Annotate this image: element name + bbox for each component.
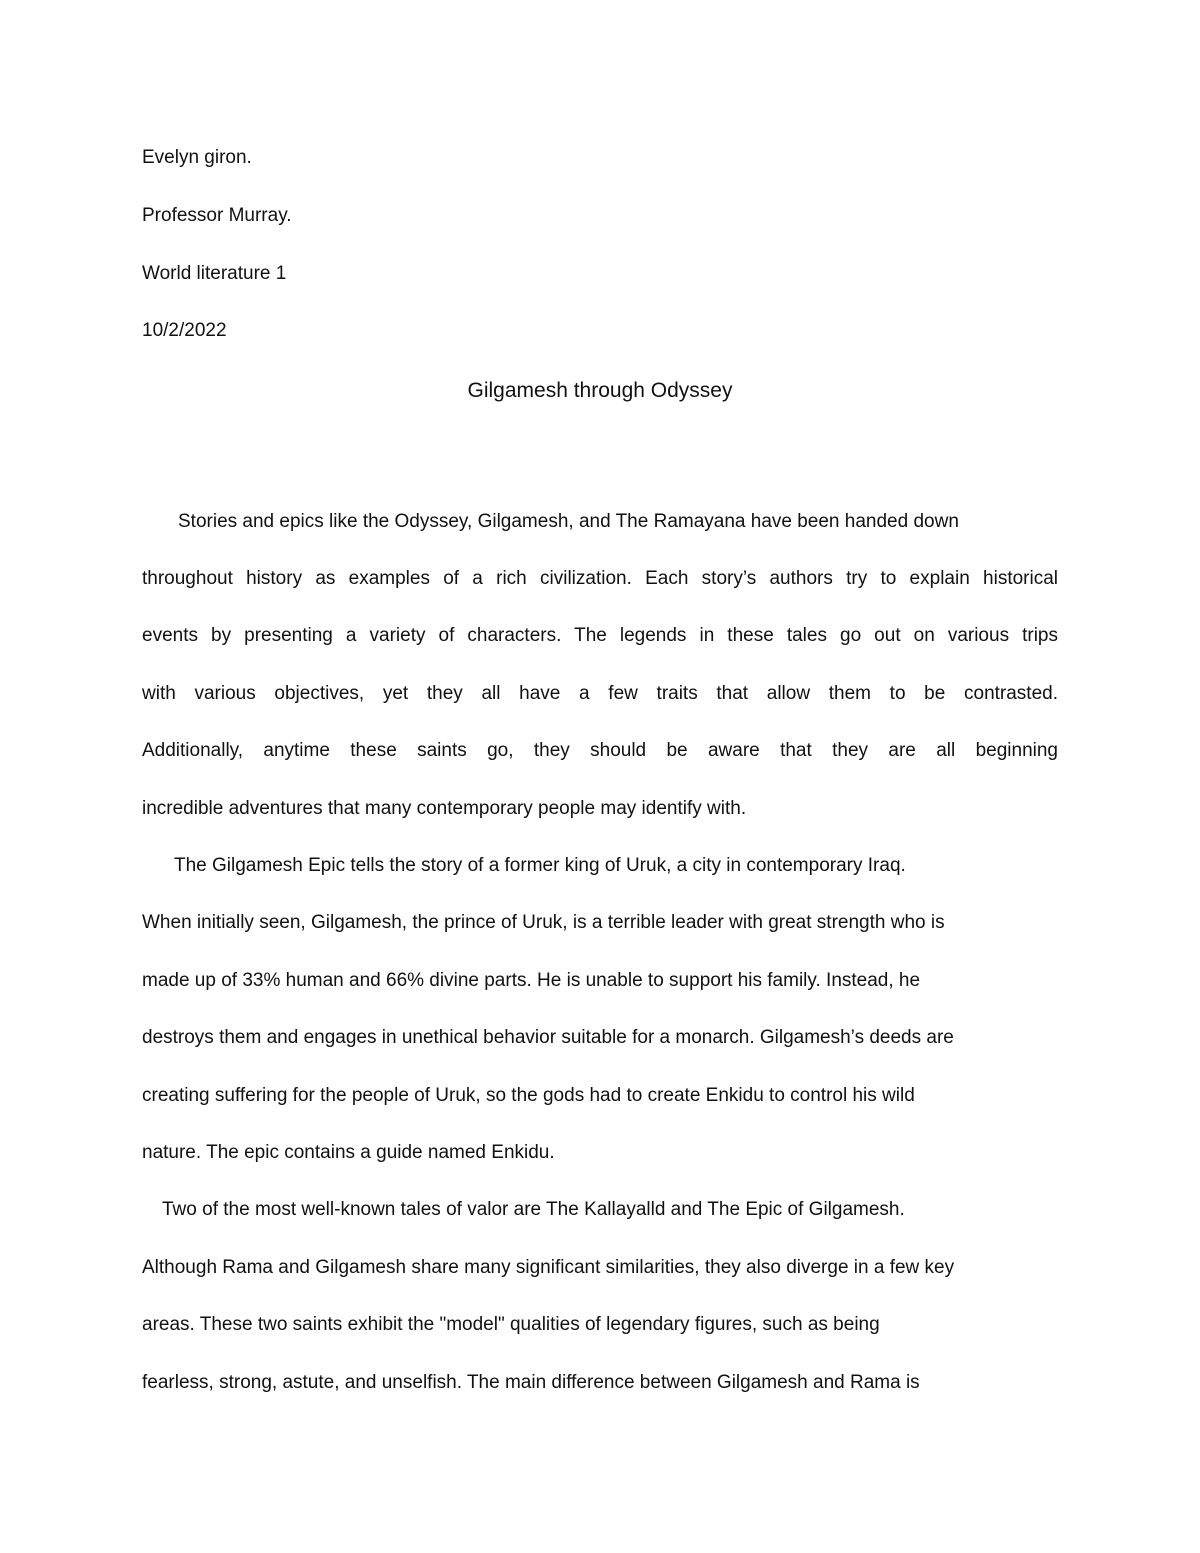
body-line: Additionally, anytime these saints go, they should be aware that they are all beginning bbox=[142, 740, 1058, 761]
body-line: incredible adventures that many contemporary people may identify with. bbox=[142, 798, 747, 819]
body-line: areas. These two saints exhibit the "model" qualities of legendary figures, such as being bbox=[142, 1314, 880, 1335]
body-line: Although Rama and Gilgamesh share many significant similarities, they also diverge in a few key bbox=[142, 1257, 955, 1278]
student-name: Evelyn giron. bbox=[142, 147, 252, 168]
body-line: with various objectives, yet they all have a few traits that allow them to be contrasted. bbox=[142, 683, 1058, 704]
body-line: nature. The epic contains a guide named Enkidu. bbox=[142, 1142, 555, 1163]
course-name: World literature 1 bbox=[142, 263, 287, 284]
body-line: fearless, strong, astute, and unselfish. The main difference between Gilgamesh and Rama is bbox=[142, 1372, 920, 1393]
body-line: made up of 33% human and 66% divine parts. He is unable to support his family. Instead, he bbox=[142, 970, 921, 991]
body-line: destroys them and engages in unethical behavior suitable for a monarch. Gilgamesh’s deeds are bbox=[142, 1027, 954, 1048]
professor-name: Professor Murray. bbox=[142, 205, 292, 226]
body-line: The Gilgamesh Epic tells the story of a former king of Uruk, a city in contemporary Iraq. bbox=[174, 855, 906, 876]
body-line: Two of the most well-known tales of valor are The Kallayalld and The Epic of Gilgamesh. bbox=[162, 1199, 905, 1220]
body-line: throughout history as examples of a rich civilization. Each story’s authors try to explain historical bbox=[142, 568, 1058, 589]
date: 10/2/2022 bbox=[142, 320, 227, 341]
body-line: events by presenting a variety of characters. The legends in these tales go out on various trips bbox=[142, 625, 1058, 646]
body-line: Stories and epics like the Odyssey, Gilgamesh, and The Ramayana have been handed down bbox=[178, 511, 959, 532]
body-line: When initially seen, Gilgamesh, the prince of Uruk, is a terrible leader with great strength who is bbox=[142, 912, 945, 933]
essay-title: Gilgamesh through Odyssey bbox=[467, 379, 733, 402]
body-line: creating suffering for the people of Uruk, so the gods had to create Enkidu to control his wild bbox=[142, 1085, 915, 1106]
